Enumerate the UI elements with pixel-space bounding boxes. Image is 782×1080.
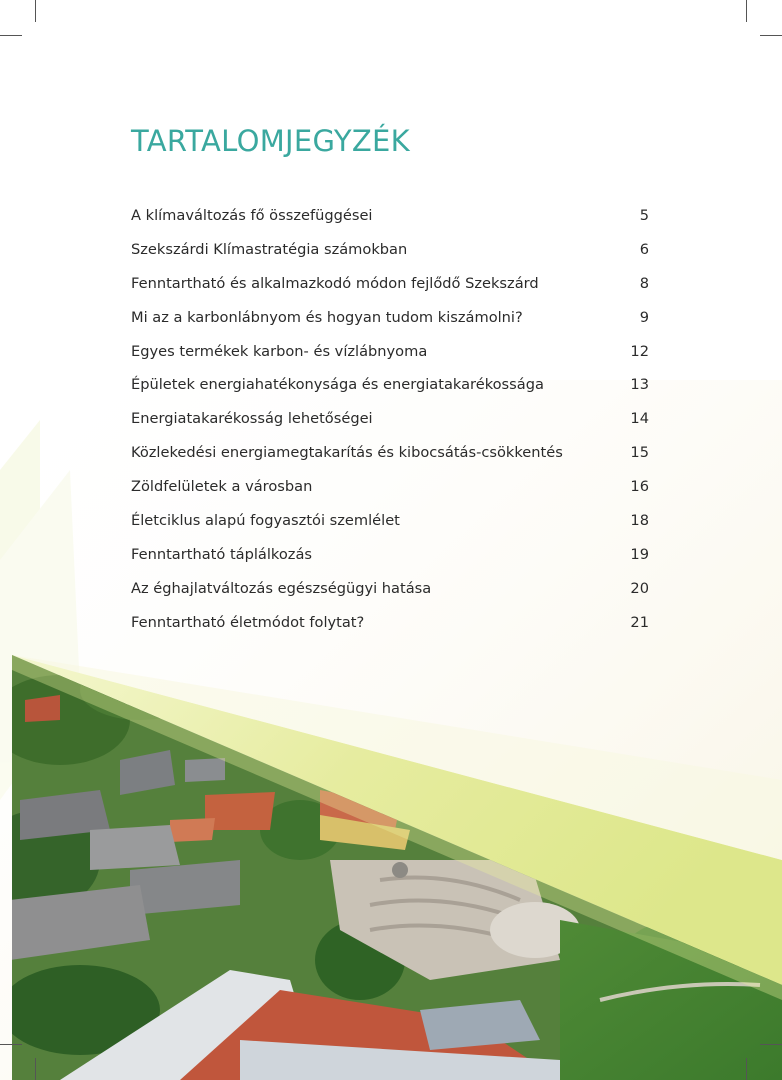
toc-entry[interactable] [131,205,649,239]
toc-entry-page: 14 [630,410,649,428]
crop-mark [35,0,36,22]
toc-entry-page: 13 [630,376,649,394]
crop-mark [760,1044,782,1045]
page-title: TARTALOMJEGYZÉK [131,124,410,158]
crop-mark [760,35,782,36]
toc-entry[interactable] [131,408,649,442]
toc-entry-title: Életciklus alapú fogyasztói szemlélet [131,512,400,530]
toc-entry[interactable] [131,510,649,544]
toc-entry[interactable] [131,612,649,646]
toc-entry-page: 20 [630,579,649,597]
toc-entry-title: Energiatakarékosság lehetőségei [131,410,373,428]
toc-entry[interactable] [131,374,649,408]
toc-entry[interactable] [131,341,649,375]
toc-entry-title: Fenntartható életmódot folytat? [131,613,365,631]
crop-mark [746,0,747,22]
toc-entry[interactable] [131,442,649,476]
toc-entry-title: Zöldfelületek a városban [131,478,313,496]
toc-entry[interactable] [131,239,649,273]
toc-entry-title: A klímaváltozás fő összefüggései [131,207,373,224]
toc-entry-title: Épületek energiahatékonysága és energiatakarékossága [131,376,544,394]
toc-entry-title: Mi az a karbonlábnyom és hogyan tudom kiszámolni? [131,308,523,326]
toc-entry-page: 9 [639,308,649,326]
crop-mark [746,1058,747,1080]
toc-entry-title: Szekszárdi Klímastratégia számokban [131,240,408,258]
toc-entry[interactable] [131,544,649,578]
toc-entry-page: 15 [630,444,649,462]
toc-entry-title: Közlekedési energiamegtakarítás és kibocsátás-csökkentés [131,444,563,462]
toc-entry-page: 12 [630,342,649,360]
toc-entry-page: 5 [639,207,649,224]
toc-list [131,205,649,646]
toc-entry-title: Az éghajlatváltozás egészségügyi hatása [131,579,432,597]
toc-entry-title: Fenntartható táplálkozás [131,545,312,563]
toc-entry-title: Fenntartható és alkalmazkodó módon fejlődő Szekszárd [131,274,539,292]
toc-entry[interactable] [131,476,649,510]
toc-entry[interactable] [131,307,649,341]
toc-entry-page: 6 [639,240,649,258]
toc-entry-page: 18 [630,512,649,530]
toc-entry-page: 8 [639,274,649,292]
toc-entry-title: Egyes termékek karbon- és vízlábnyoma [131,342,428,360]
toc-entry[interactable] [131,578,649,612]
crop-mark [35,1058,36,1080]
toc-entry-page: 21 [630,613,649,631]
toc-entry-page: 16 [630,478,649,496]
toc-entry-page: 19 [630,545,649,563]
toc-entry[interactable] [131,273,649,307]
crop-mark [0,1044,22,1045]
crop-mark [0,35,22,36]
